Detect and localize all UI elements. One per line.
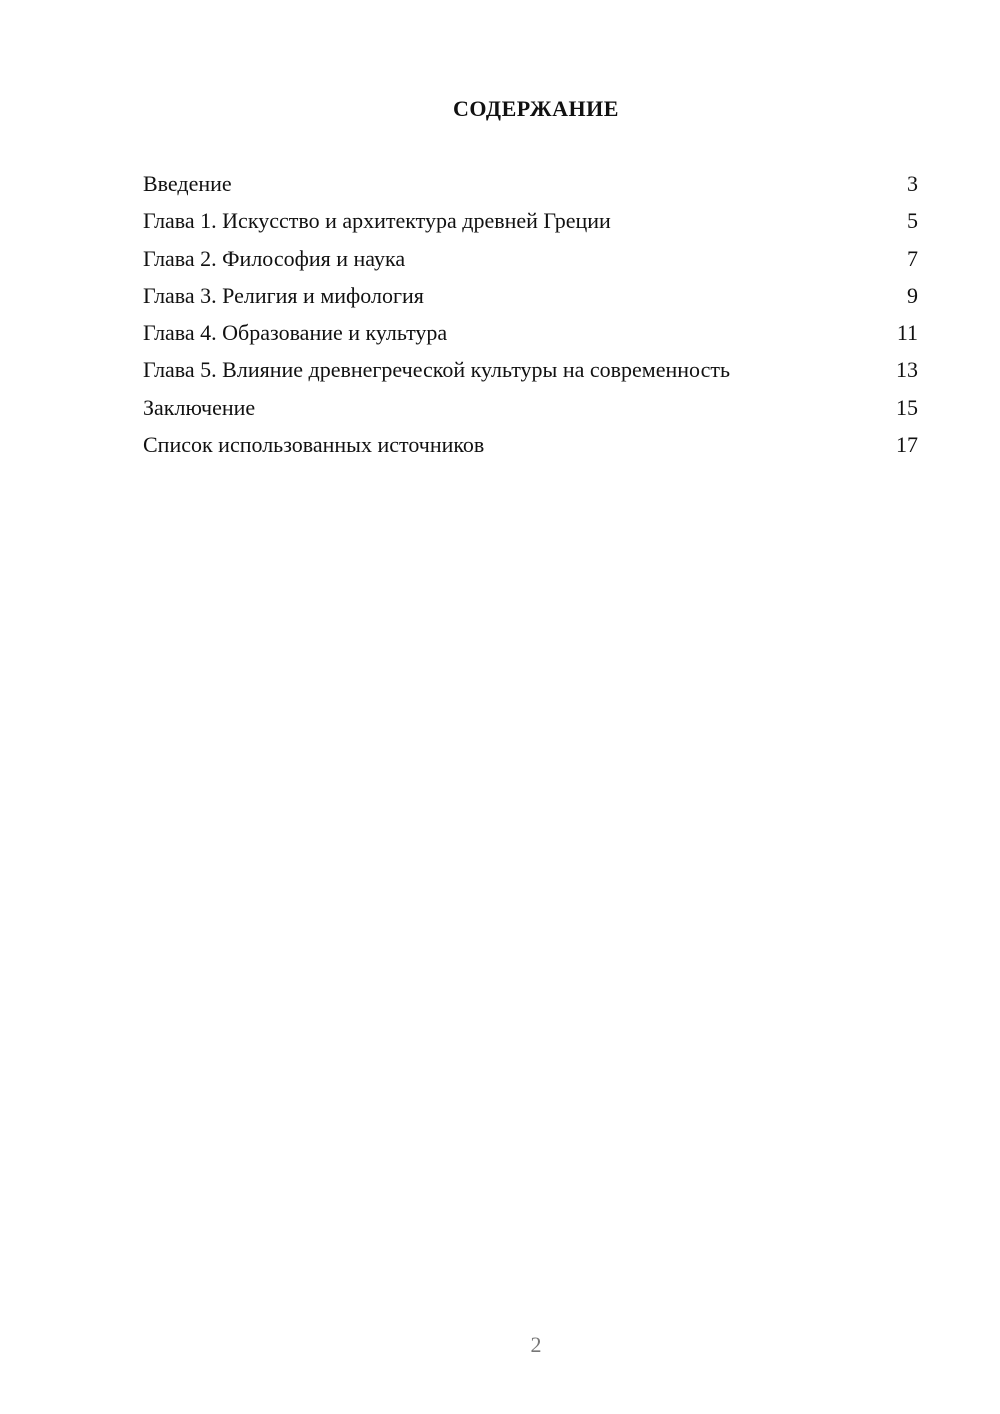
toc-item — [143, 168, 918, 205]
toc-item — [143, 392, 918, 429]
toc-item-label: Глава 5. Влияние древнегреческой культуры на современность — [143, 357, 730, 383]
toc-item-label: Глава 2. Философия и наука — [143, 245, 406, 271]
page-number: 2 — [530, 1332, 542, 1357]
toc-item-label: Введение — [143, 171, 232, 196]
toc-item-label: Список использованных источников — [143, 432, 485, 458]
toc-item-page: 9 — [907, 282, 918, 308]
toc-item-page: 15 — [896, 394, 918, 420]
toc-item-page: 7 — [907, 245, 918, 271]
toc-item-page: 11 — [896, 320, 918, 346]
toc-item — [143, 429, 918, 466]
toc-item-page: 17 — [896, 432, 918, 458]
toc-item-label: Глава 3. Религия и мифология — [143, 282, 424, 308]
toc-item-page: 13 — [896, 357, 918, 383]
toc-item-label: Заключение — [143, 394, 256, 420]
toc-title: СОДЕРЖАНИЕ — [453, 96, 619, 121]
toc-item — [143, 205, 918, 242]
toc-item — [143, 243, 918, 280]
toc-item — [143, 317, 918, 354]
toc-item-label: Глава 1. Искусство и архитектура древней Греции — [143, 208, 611, 234]
toc-item — [143, 280, 918, 317]
toc-item-label: Глава 4. Образование и культура — [143, 320, 448, 346]
toc-item-page: 5 — [907, 208, 918, 234]
toc-list — [143, 168, 918, 466]
toc-item-page: 3 — [907, 171, 918, 196]
toc-item — [143, 354, 918, 391]
